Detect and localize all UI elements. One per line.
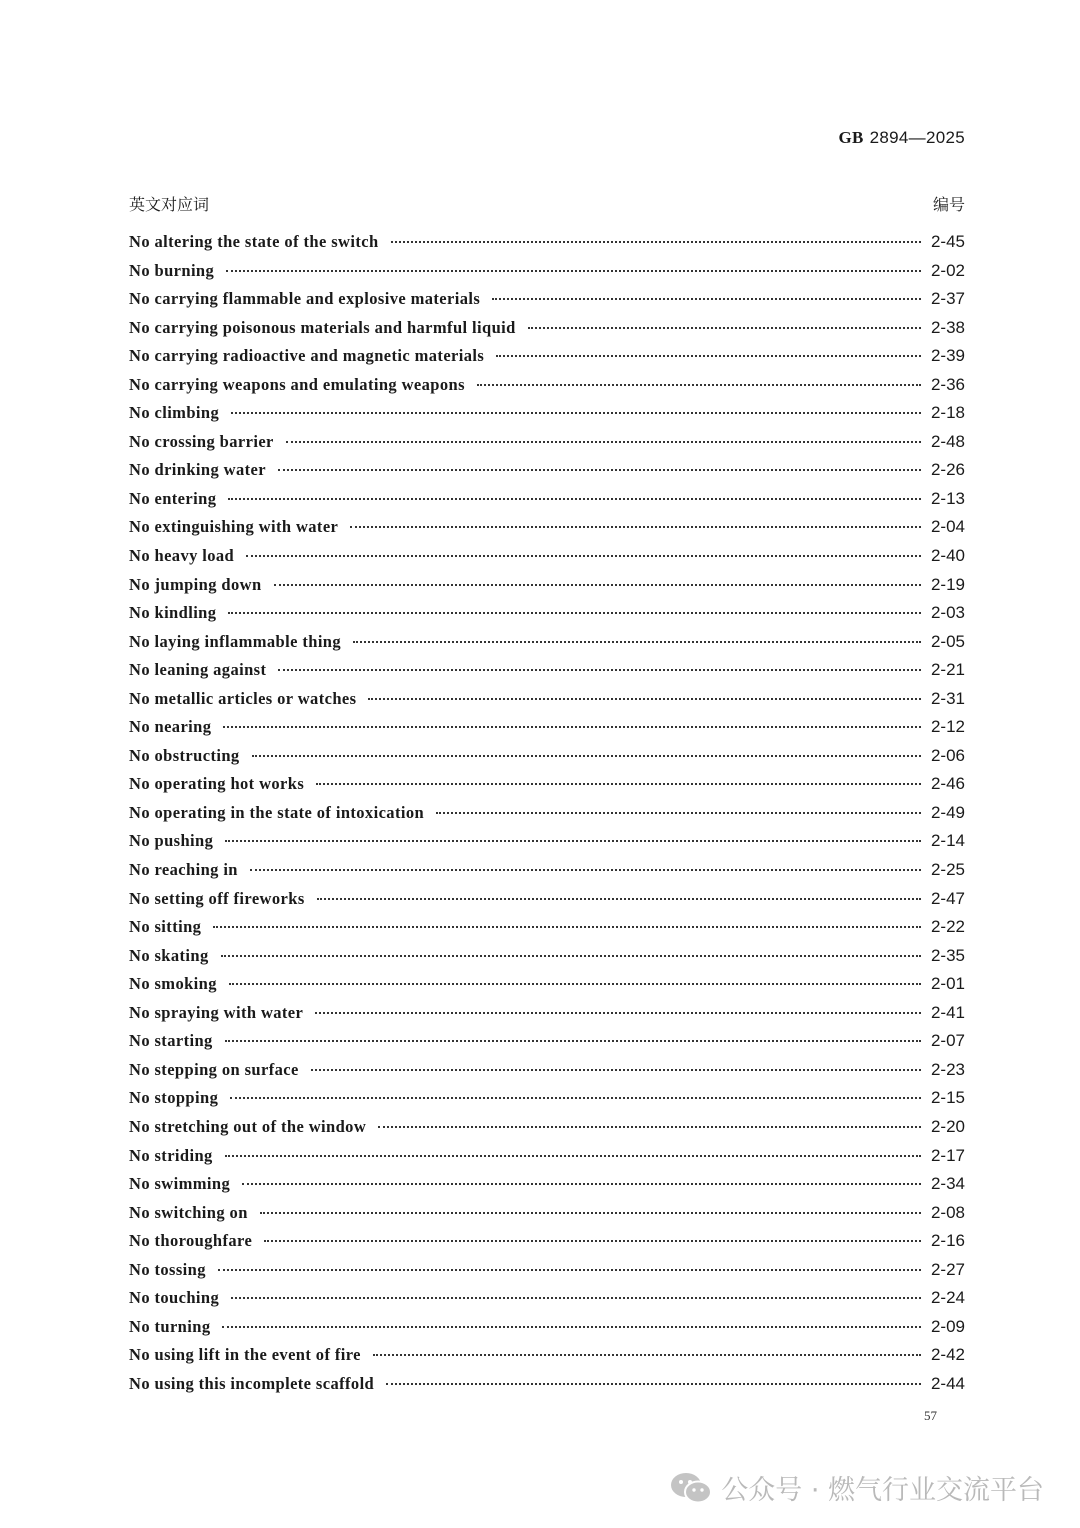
entry-term: No thoroughfare [129, 1231, 253, 1251]
entry-number: 2-49 [930, 802, 965, 822]
entry-term: No reaching in [129, 860, 238, 880]
entry-term: No using this incomplete scaffold [129, 1373, 375, 1393]
dot-leader [250, 869, 921, 871]
watermark [669, 1468, 1044, 1507]
entry-term: No stepping on surface [129, 1059, 299, 1079]
index-entry [129, 1231, 965, 1260]
entry-number: 2-22 [930, 917, 965, 937]
entry-number: 2-37 [930, 289, 965, 309]
index-entry [129, 375, 965, 404]
index-entry [129, 974, 965, 1003]
page-number: 57 [924, 1408, 937, 1423]
entry-term: No turning [129, 1316, 211, 1336]
entry-number: 2-01 [930, 974, 965, 994]
index-entry [129, 1003, 965, 1032]
entry-term: No tossing [129, 1259, 206, 1279]
standard-number: 2894—2025 [869, 128, 965, 147]
index-entry [129, 831, 965, 860]
entry-number: 2-08 [930, 1202, 965, 1222]
dot-leader [225, 1040, 921, 1042]
index-entry [129, 1288, 965, 1317]
entry-number: 2-31 [930, 688, 965, 708]
index-entry [129, 603, 965, 632]
entry-term: No altering the state of the switch [129, 232, 379, 251]
entry-term: No smoking [129, 974, 217, 994]
dot-leader [274, 584, 921, 586]
entry-number: 2-39 [930, 346, 965, 366]
entry-number: 2-05 [930, 631, 965, 651]
entry-term: No jumping down [129, 574, 262, 594]
dot-leader [225, 1155, 921, 1157]
dot-leader [315, 1012, 921, 1014]
dot-leader [311, 1069, 921, 1071]
dot-leader [350, 526, 921, 528]
index-entry [129, 1260, 965, 1289]
entry-term: No skating [129, 945, 209, 965]
dot-leader [477, 384, 921, 386]
index-entry [129, 746, 965, 775]
dot-leader [278, 669, 921, 671]
dot-leader [386, 1383, 921, 1385]
entry-term: No stopping [129, 1088, 219, 1108]
entry-number: 2-06 [930, 745, 965, 765]
entry-number: 2-19 [930, 574, 965, 594]
entry-number: 2-20 [930, 1116, 965, 1136]
dot-leader [528, 327, 921, 329]
entry-number: 2-03 [930, 603, 965, 623]
entry-term: No operating in the state of intoxication [129, 802, 425, 822]
dot-leader [391, 241, 921, 243]
index-entry [129, 889, 965, 918]
index-entry [129, 689, 965, 718]
dot-leader [221, 955, 921, 957]
watermark-text: 公众号 · 燃气行业交流平台 [721, 1475, 1044, 1506]
dot-leader [378, 1126, 921, 1128]
dot-leader [228, 498, 921, 500]
entry-term: No nearing [129, 717, 212, 737]
entry-number: 2-47 [930, 888, 965, 908]
entry-number: 2-23 [930, 1059, 965, 1079]
entry-term: No operating hot works [129, 774, 305, 794]
dot-leader [353, 641, 921, 643]
dot-leader [230, 1097, 921, 1099]
entry-number: 2-18 [930, 403, 965, 423]
index-entry [129, 1345, 965, 1374]
entry-number: 2-15 [930, 1088, 965, 1108]
entry-number: 2-25 [930, 860, 965, 880]
index-entry [129, 232, 965, 261]
index-entry [129, 460, 965, 489]
entry-number: 2-26 [930, 460, 965, 480]
entry-term: No crossing barrier [129, 431, 274, 451]
entry-number: 2-48 [930, 431, 965, 451]
entry-term: No carrying weapons and emulating weapons [129, 374, 465, 394]
dot-leader [228, 612, 921, 614]
standard-prefix: GB [838, 128, 864, 147]
index-entry [129, 432, 965, 461]
dot-leader [264, 1240, 921, 1242]
index-entry [129, 1317, 965, 1346]
index-entry [129, 1374, 965, 1403]
term-column-label: 英文对应词 [129, 195, 210, 214]
index-entry [129, 261, 965, 290]
dot-leader [436, 812, 921, 814]
dot-leader [231, 1297, 921, 1299]
entry-term: No touching [129, 1288, 220, 1308]
entry-term: No heavy load [129, 546, 235, 566]
entry-term: No swimming [129, 1174, 231, 1194]
dot-leader [242, 1183, 921, 1185]
index-entry [129, 717, 965, 746]
index-entry [129, 1117, 965, 1146]
number-column-label: 编号 [932, 195, 965, 214]
entry-term: No drinking water [129, 460, 266, 480]
index-entry [129, 489, 965, 518]
dot-leader [373, 1354, 921, 1356]
dot-leader [260, 1212, 921, 1214]
entry-number: 2-36 [930, 374, 965, 394]
entry-number: 2-40 [930, 546, 965, 566]
standard-code [838, 128, 965, 148]
entry-number: 2-44 [930, 1373, 965, 1393]
dot-leader [492, 298, 921, 300]
dot-leader [368, 698, 921, 700]
dot-leader [286, 441, 921, 443]
index-entry [129, 860, 965, 889]
index-list [129, 232, 965, 1402]
entry-term: No burning [129, 260, 215, 280]
entry-number: 2-12 [930, 717, 965, 737]
dot-leader [317, 898, 921, 900]
entry-term: No carrying poisonous materials and harmful liquid [129, 317, 516, 337]
entry-term: No carrying flammable and explosive materials [129, 289, 481, 309]
entry-number: 2-04 [930, 517, 965, 537]
index-entry [129, 403, 965, 432]
entry-term: No obstructing [129, 745, 240, 765]
entry-number: 2-46 [930, 774, 965, 794]
index-entry [129, 346, 965, 375]
entry-term: No carrying radioactive and magnetic materials [129, 346, 485, 366]
index-entry [129, 774, 965, 803]
wechat-icon [669, 1470, 713, 1506]
index-entry [129, 803, 965, 832]
entry-term: No stretching out of the window [129, 1116, 367, 1136]
dot-leader [226, 270, 921, 272]
dot-leader [222, 1326, 920, 1328]
dot-leader [225, 840, 921, 842]
entry-term: No metallic articles or watches [129, 688, 357, 708]
entry-number: 2-14 [930, 831, 965, 851]
index-entry [129, 1174, 965, 1203]
entry-number: 2-42 [930, 1345, 965, 1365]
entry-term: No laying inflammable thing [129, 631, 342, 651]
entry-number: 2-07 [930, 1031, 965, 1051]
entry-number: 2-16 [930, 1231, 965, 1251]
dot-leader [218, 1269, 921, 1271]
entry-number: 2-21 [930, 660, 965, 680]
entry-number: 2-35 [930, 945, 965, 965]
entry-number: 2-38 [930, 317, 965, 337]
index-entry [129, 660, 965, 689]
entry-term: No sitting [129, 917, 202, 937]
index-entry [129, 946, 965, 975]
index-entry [129, 1088, 965, 1117]
entry-term: No setting off fireworks [129, 888, 305, 908]
dot-leader [246, 555, 921, 557]
entry-term: No using lift in the event of fire [129, 1345, 361, 1365]
index-entry [129, 546, 965, 575]
entry-term: No entering [129, 488, 217, 508]
index-entry [129, 1060, 965, 1089]
entry-number: 2-17 [930, 1145, 965, 1165]
entry-term: No leaning against [129, 660, 267, 680]
entry-number: 2-27 [930, 1259, 965, 1279]
entry-number: 2-24 [930, 1288, 965, 1308]
index-entry [129, 289, 965, 318]
entry-term: No switching on [129, 1202, 248, 1222]
dot-leader [213, 926, 921, 928]
dot-leader [316, 783, 921, 785]
index-entry [129, 1031, 965, 1060]
index-entry [129, 575, 965, 604]
dot-leader [231, 412, 921, 414]
dot-leader [278, 469, 921, 471]
index-entry [129, 318, 965, 347]
entry-term: No climbing [129, 403, 220, 423]
index-entry [129, 1146, 965, 1175]
entry-term: No kindling [129, 603, 217, 623]
entry-number: 2-09 [930, 1316, 965, 1336]
entry-number: 2-02 [930, 260, 965, 280]
dot-leader [229, 983, 921, 985]
index-entry [129, 632, 965, 661]
dot-leader [496, 355, 921, 357]
entry-number: 2-13 [930, 488, 965, 508]
index-entry [129, 517, 965, 546]
entry-term: No starting [129, 1031, 213, 1051]
index-entry [129, 1203, 965, 1232]
entry-term: No spraying with water [129, 1002, 304, 1022]
index-entry [129, 917, 965, 946]
dot-leader [252, 755, 921, 757]
dot-leader [223, 726, 921, 728]
entry-number: 2-34 [930, 1174, 965, 1194]
entry-term: No pushing [129, 831, 214, 851]
column-header [129, 192, 965, 216]
entry-number: 2-41 [930, 1002, 965, 1022]
entry-number: 2-45 [930, 232, 965, 251]
entry-term: No extinguishing with water [129, 517, 339, 537]
entry-term: No striding [129, 1145, 213, 1165]
